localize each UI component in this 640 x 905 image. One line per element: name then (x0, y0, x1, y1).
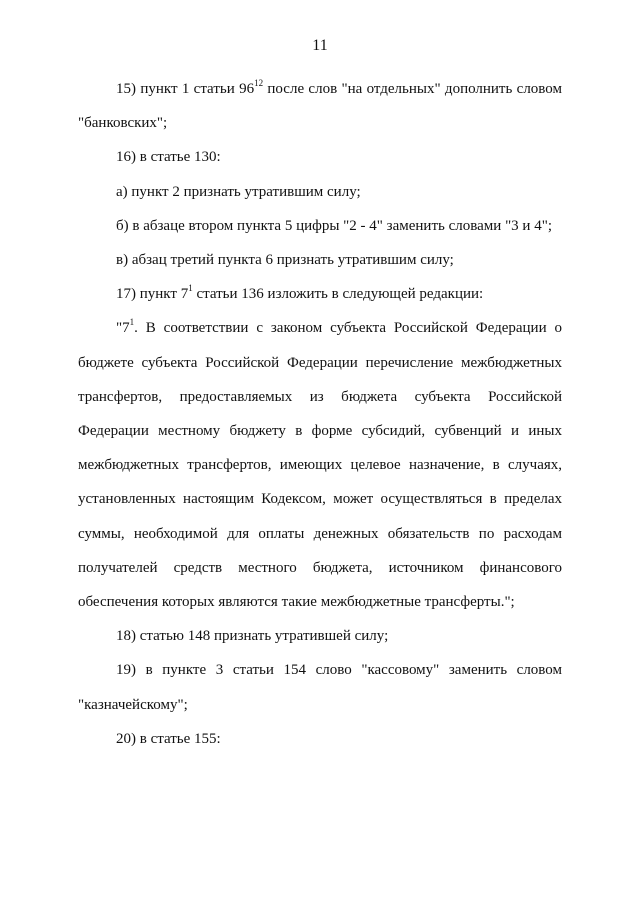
paragraph-text: б) в абзаце втором пункта 5 цифры "2 - 4" заменить словами "3 и 4"; (116, 217, 553, 234)
paragraph-item-15 (78, 72, 562, 140)
paragraph-text: 18) статью 148 признать утратившей силу; (116, 628, 389, 645)
superscript-index: 12 (254, 78, 264, 88)
paragraph-item-16 (78, 140, 562, 174)
paragraph-item-19 (78, 653, 562, 721)
paragraph-subitem-v (78, 243, 562, 277)
page-number: 11 (312, 37, 328, 54)
paragraph-item-20 (78, 722, 562, 756)
quoted-article-text (78, 311, 562, 619)
paragraph-subitem-b (78, 209, 562, 243)
paragraph-text: 20) в статье 155: (116, 730, 221, 747)
paragraph-text: 15) пункт 1 статьи 96 (116, 81, 255, 97)
paragraph-text: статьи 136 изложить в следующей редакции: (192, 286, 484, 303)
paragraph-text: в) абзац третий пункта 6 признать утратившим силу; (116, 252, 454, 269)
paragraph-text: после слов "на отдельных" дополнить словом "банковских"; (78, 81, 562, 132)
paragraph-item-18 (78, 619, 562, 653)
superscript-index: 1 (188, 283, 193, 294)
paragraph-text: 19) в пункте 3 статьи 154 слово "кассовому" заменить словом "казначейскому"; (78, 662, 562, 713)
document-body (78, 72, 562, 756)
paragraph-item-17 (78, 277, 562, 311)
paragraph-text: 17) пункт 7 (116, 286, 189, 303)
paragraph-text: "7 (116, 320, 130, 337)
paragraph-subitem-a (78, 175, 562, 209)
paragraph-text: . В соответствии с законом субъекта Российской Федерации о бюджете субъекта Российской Федерации перечисление межбюджетных трансфертов, предоставляемых из бюджета субъекта Российской Федерации местному бюджету в форме субсидий, субвенций и иных межбюджетных трансфертов, имеющих целевое назначение, в случаях, установленных настоящим Кодексом, может осуществляться в пределах суммы, необходимой для оплаты денежных обязательств по расходам получателей средств местного бюджета, источником финансового обеспечения которых являются такие межбюджетные трансферты."; (78, 320, 562, 611)
superscript-index: 1 (129, 317, 135, 328)
paragraph-text: 16) в статье 130: (116, 149, 221, 166)
paragraph-text: а) пункт 2 признать утратившим силу; (116, 183, 361, 200)
